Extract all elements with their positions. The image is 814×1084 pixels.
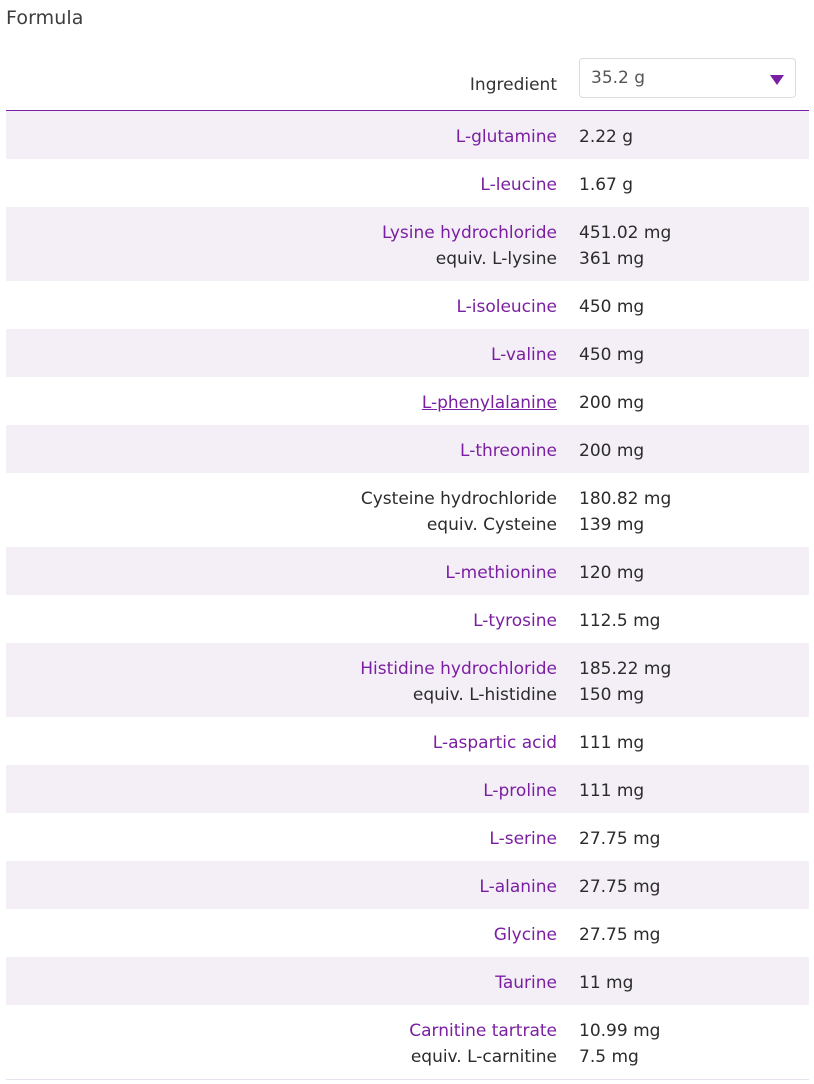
ingredient-amount: 450 mg (579, 345, 645, 365)
amount-cell (579, 172, 633, 198)
ingredient-name-cell (445, 560, 557, 586)
ingredient-link[interactable]: Lysine hydrochloride (381, 223, 557, 243)
caret-down-icon (770, 75, 784, 85)
amount-cell (579, 390, 644, 416)
ingredient-amount: 111 mg (579, 781, 645, 801)
table-row (6, 717, 809, 765)
amount-cell (579, 560, 644, 586)
amount-cell (579, 342, 644, 368)
table-row (6, 473, 809, 547)
ingredient-amount: 111 mg (579, 733, 645, 753)
ingredient-name: Cysteine hydrochloride (360, 489, 557, 509)
ingredient-link[interactable]: L-glutamine (455, 127, 557, 147)
ingredient-name-cell (456, 124, 557, 150)
table-row (6, 281, 809, 329)
ingredient-amount: 1.67 g (579, 175, 634, 195)
ingredient-name-cell (382, 220, 557, 272)
ingredient-link[interactable]: L-aspartic acid (432, 733, 557, 753)
ingredient-link[interactable]: Glycine (493, 925, 557, 945)
amount-cell (579, 438, 644, 464)
ingredient-name-cell (433, 730, 557, 756)
ingredient-link[interactable]: L-alanine (479, 877, 557, 897)
ingredient-link[interactable]: L-proline (483, 781, 557, 801)
table-row (6, 159, 809, 207)
ingredient-name-cell (479, 874, 557, 900)
amount-cell (579, 608, 660, 634)
ingredient-name-cell (456, 294, 557, 320)
equivalent-amount: 139 mg (579, 515, 645, 535)
serving-size-value: 35.2 g (591, 68, 646, 88)
ingredient-amount: 120 mg (579, 563, 645, 583)
ingredient-amount: 180.82 mg (579, 489, 672, 509)
table-row (6, 909, 809, 957)
serving-size-select[interactable] (579, 58, 796, 98)
table-row (6, 377, 809, 425)
ingredient-name-cell (489, 826, 557, 852)
amount-cell (579, 874, 660, 900)
table-header (6, 58, 809, 111)
ingredient-name-cell (480, 172, 557, 198)
equivalent-amount: 150 mg (579, 685, 645, 705)
ingredient-amount: 185.22 mg (579, 659, 672, 679)
table-row (6, 595, 809, 643)
table-row (6, 813, 809, 861)
ingredient-link[interactable]: Taurine (495, 973, 557, 993)
table-row (6, 547, 809, 595)
amount-cell (579, 922, 660, 948)
ingredient-amount: 27.75 mg (579, 925, 661, 945)
table-row (6, 1005, 809, 1079)
ingredient-link[interactable]: L-phenylalanine (421, 393, 557, 413)
ingredient-link[interactable]: Histidine hydrochloride (360, 659, 557, 679)
ingredient-amount: 2.22 g (579, 127, 634, 147)
amount-cell (579, 1018, 660, 1070)
ingredient-link[interactable]: Carnitine tartrate (409, 1021, 557, 1041)
ingredient-amount: 11 mg (579, 973, 634, 993)
ingredient-equivalent: equiv. L-lysine (435, 249, 557, 269)
ingredient-equivalent: equiv. Cysteine (426, 515, 557, 535)
amount-cell (579, 124, 633, 150)
table-row (6, 425, 809, 473)
ingredient-name-cell (361, 486, 557, 538)
ingredient-amount: 10.99 mg (579, 1021, 661, 1041)
table-bottom-divider (6, 1079, 809, 1080)
ingredient-link[interactable]: L-serine (489, 829, 557, 849)
table-row (6, 765, 809, 813)
amount-cell (579, 970, 633, 996)
ingredient-link[interactable]: L-leucine (480, 175, 557, 195)
amount-cell (579, 294, 644, 320)
amount-cell (579, 730, 644, 756)
ingredient-amount: 200 mg (579, 393, 645, 413)
section-title: Formula (6, 7, 84, 29)
ingredient-link[interactable]: L-threonine (460, 441, 557, 461)
ingredient-name-cell (360, 656, 557, 708)
ingredient-amount: 27.75 mg (579, 829, 661, 849)
equivalent-amount: 7.5 mg (579, 1047, 639, 1067)
ingredient-amount: 451.02 mg (579, 223, 672, 243)
ingredient-link[interactable]: L-valine (490, 345, 557, 365)
ingredient-amount: 27.75 mg (579, 877, 661, 897)
ingredient-name-cell (491, 342, 557, 368)
table-row (6, 957, 809, 1005)
ingredient-column-header: Ingredient (469, 75, 557, 95)
ingredient-link[interactable]: L-isoleucine (456, 297, 557, 317)
ingredient-name-cell (473, 608, 557, 634)
ingredient-name-cell (483, 778, 557, 804)
ingredient-amount: 450 mg (579, 297, 645, 317)
table-row (6, 207, 809, 281)
amount-cell (579, 778, 644, 804)
ingredient-name-cell (409, 1018, 557, 1070)
table-row (6, 111, 809, 159)
formula-table (6, 58, 809, 1080)
ingredient-name-cell (495, 970, 557, 996)
ingredient-link[interactable]: L-tyrosine (473, 611, 557, 631)
ingredient-link[interactable]: L-methionine (445, 563, 557, 583)
table-row (6, 329, 809, 377)
table-row (6, 643, 809, 717)
ingredient-equivalent: equiv. L-histidine (412, 685, 557, 705)
ingredient-name-cell (494, 922, 557, 948)
ingredient-name-cell (422, 390, 557, 416)
ingredient-name-cell (460, 438, 557, 464)
amount-cell (579, 486, 671, 538)
amount-cell (579, 826, 660, 852)
amount-cell (579, 220, 671, 272)
ingredient-amount: 112.5 mg (579, 611, 661, 631)
amount-cell (579, 656, 671, 708)
equivalent-amount: 361 mg (579, 249, 645, 269)
ingredient-amount: 200 mg (579, 441, 645, 461)
ingredient-equivalent: equiv. L-carnitine (410, 1047, 557, 1067)
table-row (6, 861, 809, 909)
ingredient-rows (6, 111, 809, 1079)
